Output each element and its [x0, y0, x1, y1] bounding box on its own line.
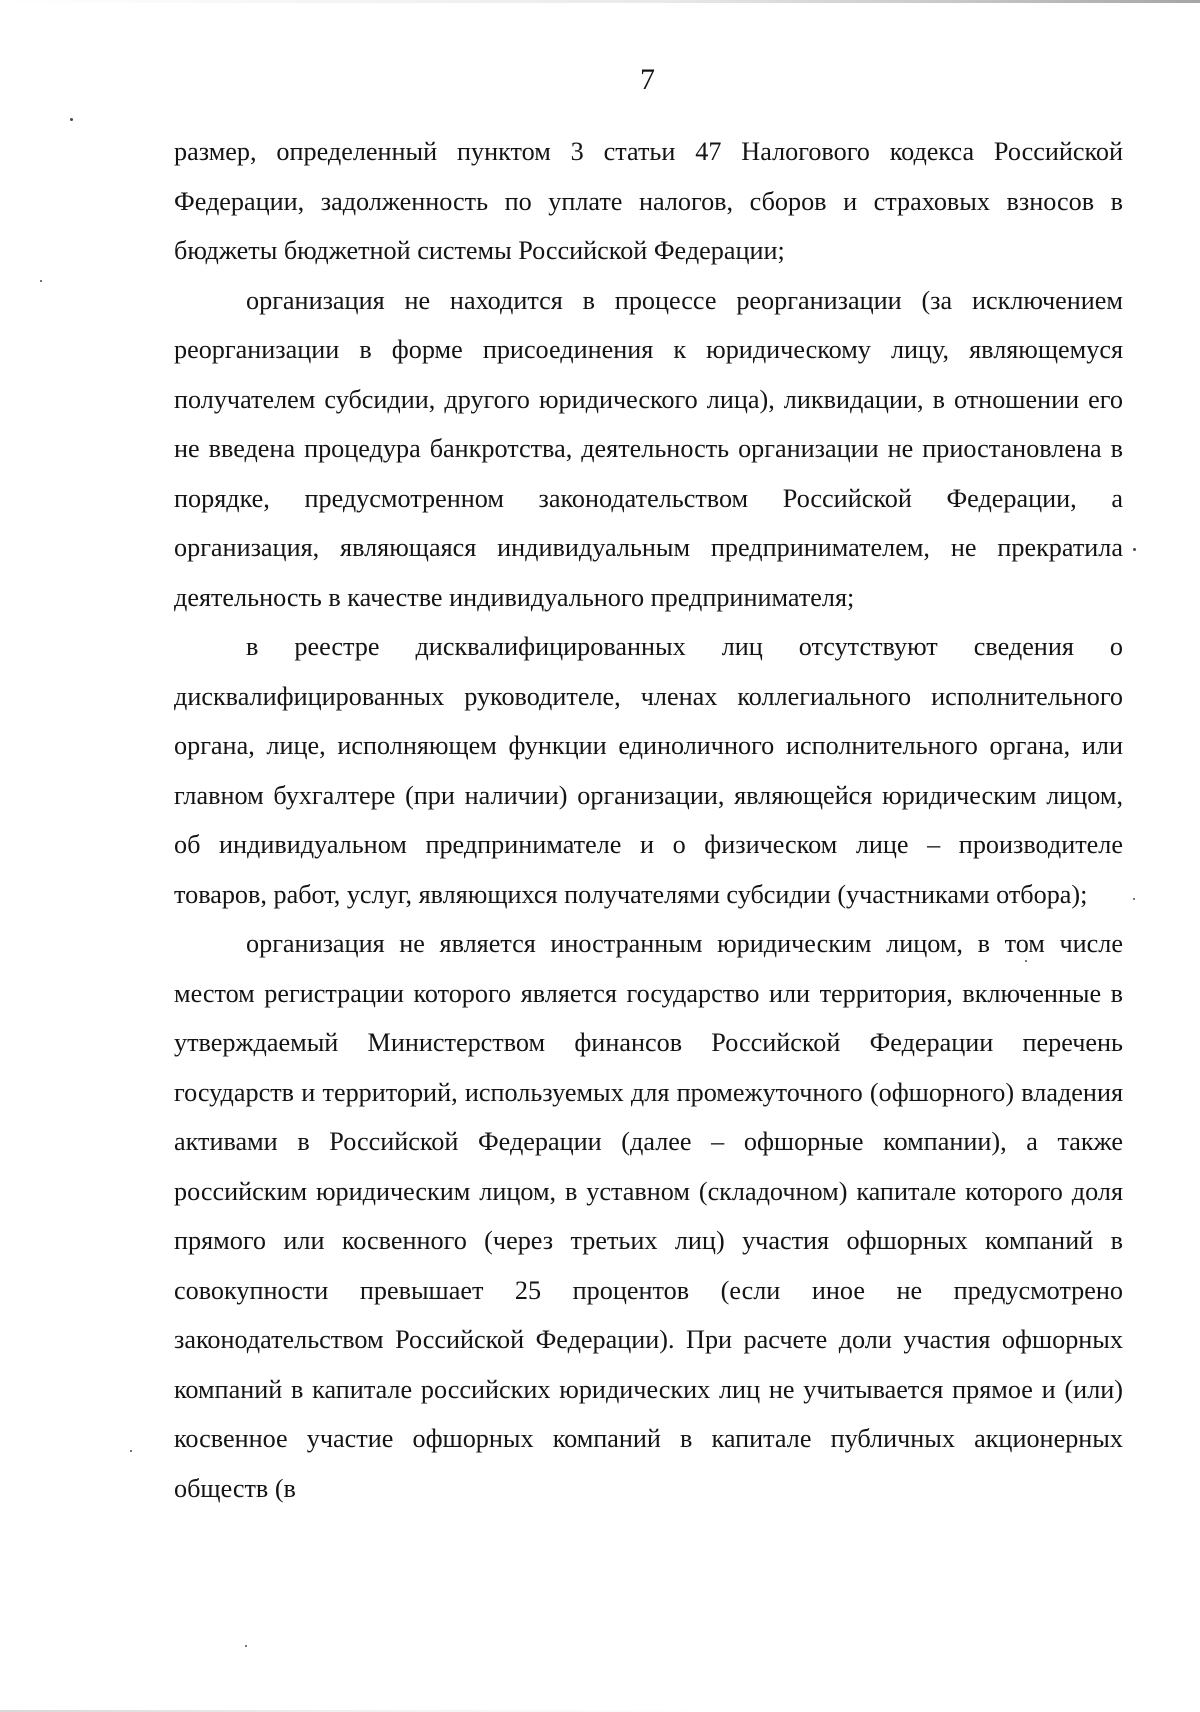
scan-speck — [1025, 960, 1027, 962]
scan-speck — [130, 1450, 132, 1452]
scan-speck — [245, 1645, 247, 1647]
page-number: 7 — [640, 63, 655, 96]
scan-speck — [70, 118, 73, 121]
scan-speck — [40, 280, 42, 282]
scan-edge-top — [0, 0, 1200, 3]
scan-speck — [1133, 898, 1135, 900]
paragraph-4: организация не является иностранным юридическим лицом, в том числе местом регистрации которого является государство или территория, включенные в утверждаемый Министерством финансов Российской Федерации перечень государств и территорий, используемых для промежуточного (офшорного) владения активами в Российской Федерации (далее – офшорные компании), а также российским юридическим лицом, в уставном (складочном) капитале которого доля прямого или косвенного (через третьих лиц) участия офшорных компаний в совокупности превышает 25 процентов (если иное не предусмотрено законодательством Российской Федерации). При расчете доли участия офшорных компаний в капитале российских юридических лиц не учитывается прямое и (или) косвенное участие офшорных компаний в капитале публичных акционерных обществ (в — [174, 929, 1123, 1503]
paragraph-3: в реестре дисквалифицированных лиц отсутствуют сведения о дисквалифицированных руководителе, членах коллегиального исполнительного органа, лице, исполняющем функции единоличного исполнительного органа, или главном бухгалтере (при наличии) организации, являющейся юридическим лицом, об индивидуальном предпринимателе и о физическом лице – производителе товаров, работ, услуг, являющихся получателями субсидии (участниками отбора); — [174, 632, 1123, 909]
paragraph-2: организация не находится в процессе реорганизации (за исключением реорганизации в форме присоединения к юридическому лицу, являющемуся получателем субсидии, другого юридического лица), ликвидации, в отношении его не введена процедура банкротства, деятельность организации не приостановлена в порядке, предусмотренном законодательством Российской Федерации, а организация, являющаяся индивидуальным предпринимателем, не прекратила деятельность в качестве индивидуального предпринимателя; — [174, 285, 1123, 612]
scan-speck — [1133, 548, 1136, 551]
paragraph-1: размер, определенный пунктом 3 статьи 47 Налогового кодекса Российской Федерации, задолженность по уплате налогов, сборов и страховых взносов в бюджеты бюджетной системы Российской Федерации; — [174, 137, 1123, 265]
document-body — [174, 127, 1123, 1513]
